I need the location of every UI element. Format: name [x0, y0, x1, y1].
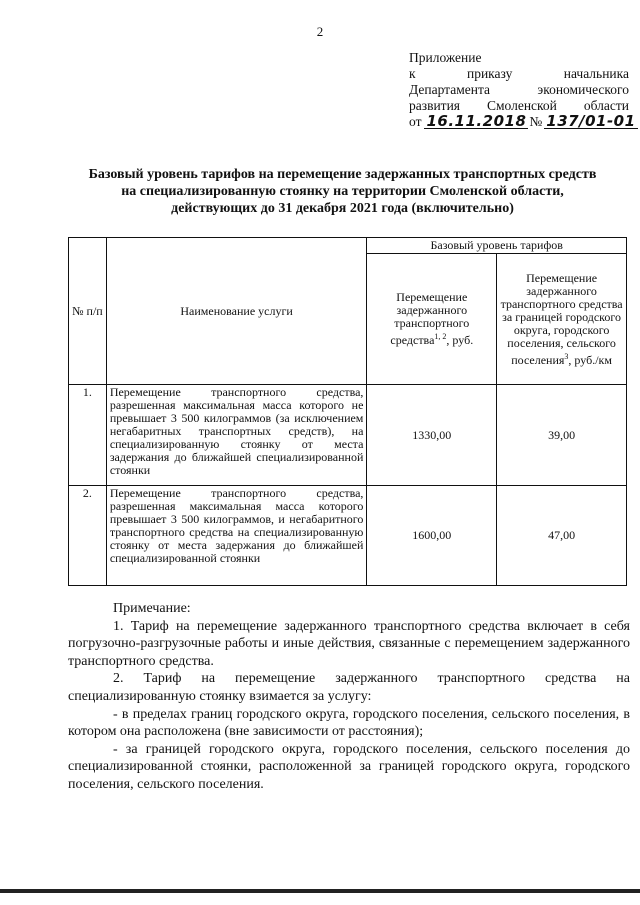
- order-date-handwritten: 16.11.2018: [426, 112, 527, 130]
- appendix-block: [409, 50, 636, 130]
- title-line: Базовый уровень тарифов на перемещение задержанных транспортных средств: [88, 167, 597, 182]
- appendix-word: области: [583, 98, 629, 113]
- page-number: 2: [316, 24, 324, 39]
- appendix-line-3: [409, 82, 629, 98]
- table-row: [69, 385, 627, 486]
- note-item-2a: - в пределах границ городского округа, городского поселения, сельского поселения, в котором она расположена (вне зависимости от расстояния);: [68, 706, 630, 740]
- appendix-word: экономического: [537, 82, 629, 97]
- appendix-word: Департамента: [409, 82, 491, 97]
- note-item-2b: - за границей городского округа, городского поселения, сельского поселения до специализированной стоянки, расположенной за границей городского округа, городского поселения, сельского поселения.: [68, 741, 630, 792]
- row-number: 2.: [69, 486, 107, 586]
- title-line: действующих до 31 декабря 2021 года (включительно): [171, 201, 514, 216]
- appendix-word: к: [409, 66, 416, 81]
- row-price-within: 1330,00: [367, 385, 497, 486]
- title-line: на специализированную стоянку на территории Смоленской области,: [121, 184, 564, 199]
- row-service: Перемещение транспортного средства, разрешенная максимальная масса которого не превышает 3 500 килограммов (за исключением негабаритных транспортных средств), на специализированную стоянку от места задержания до ближайшей специализированной стоянки: [106, 385, 367, 486]
- header-tariff-group: Базовый уровень тарифов: [367, 238, 627, 254]
- appendix-word: приказу: [466, 66, 513, 81]
- order-prefix: от: [409, 114, 422, 129]
- header-within-unit: , руб.: [446, 333, 474, 347]
- header-number: № п/п: [69, 238, 107, 385]
- header-service-name: Наименование услуги: [106, 238, 367, 385]
- table-row: [69, 486, 627, 586]
- row-price-outside: 39,00: [497, 385, 627, 486]
- note-item-2: 2. Тариф на перемещение задержанного транспортного средства на специализированную стоянку взимается за услугу:: [68, 671, 630, 704]
- table-header-row: [69, 238, 627, 254]
- appendix-title: Приложение: [409, 50, 482, 65]
- appendix-word: начальника: [563, 66, 629, 81]
- scan-bottom-border: [0, 889, 640, 893]
- appendix-word: Смоленской: [486, 98, 557, 113]
- row-price-within: 1600,00: [367, 486, 497, 586]
- notes-heading: Примечание:: [113, 601, 191, 616]
- header-within-boundaries: [367, 254, 497, 385]
- header-within-footnote: 1, 2: [434, 332, 447, 341]
- tariff-table: [68, 237, 627, 586]
- appendix-word: развития: [409, 98, 461, 113]
- header-outside-unit: , руб./км: [568, 352, 612, 367]
- note-item-1: 1. Тариф на перемещение задержанного транспортного средства включает в себя погрузочно-разгрузочные работы и иные действия, связанные с перемещением задержанного транспортного средства.: [68, 618, 630, 669]
- notes-section: [68, 600, 630, 794]
- appendix-line-2: [409, 66, 629, 82]
- row-number: 1.: [69, 385, 107, 486]
- document-title: [50, 166, 635, 217]
- order-reference: [409, 112, 636, 130]
- header-outside-footnote: 3: [564, 351, 569, 361]
- header-outside-text: Перемещение задержанного транспортного средства за границей городского округа, городского поселения, сельского поселения: [500, 270, 623, 367]
- header-within-text: Перемещение задержанного транспортного средства: [390, 290, 470, 347]
- order-number-sign: №: [529, 114, 543, 129]
- row-service: Перемещение транспортного средства, разрешенная максимальная масса которого превышает 3 500 килограммов, и негабаритного транспортного средства на специализированную стоянку от места задержания до ближайшей специализированной стоянки: [106, 486, 367, 586]
- order-number-handwritten: 137/01-01: [546, 112, 636, 130]
- header-outside-boundaries: [497, 254, 627, 385]
- row-price-outside: 47,00: [497, 486, 627, 586]
